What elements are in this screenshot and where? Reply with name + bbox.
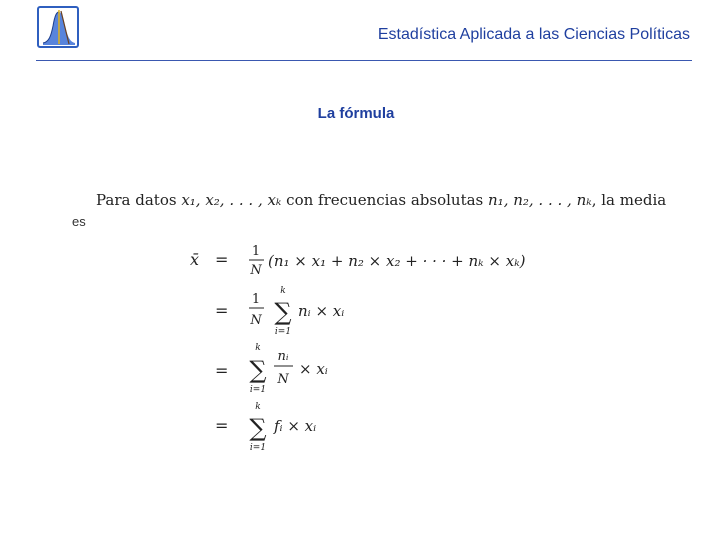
- intro-x-list: x₁, x₂, . . . , xₖ: [181, 191, 282, 209]
- mean-symbol: x̄: [190, 250, 200, 269]
- equals-sign-1: =: [215, 250, 229, 269]
- frac2-denominator: N: [250, 313, 262, 328]
- intro-middle: con frecuencias absolutas: [281, 191, 489, 209]
- equals-sign-2: =: [215, 301, 229, 320]
- frac1-denominator: N: [250, 263, 262, 278]
- sum3-upper: k: [255, 343, 261, 353]
- sum2-sigma: ∑: [274, 298, 292, 326]
- header-title: Estadística Aplicada a las Ciencias Políticas: [377, 26, 690, 43]
- sum4-lower: i=1: [249, 443, 267, 453]
- frac2-numerator: 1: [251, 292, 261, 307]
- slide-title: La fórmula: [317, 105, 395, 122]
- sum4-sigma: ∑: [249, 414, 267, 442]
- sum2-upper: k: [280, 286, 286, 296]
- intro-prefix: Para datos: [96, 191, 182, 209]
- frac1-numerator: 1: [251, 244, 261, 259]
- sum2-body: nᵢ × xᵢ: [298, 302, 345, 320]
- sum3-sigma: ∑: [249, 356, 267, 384]
- intro-suffix: , la media: [591, 191, 667, 209]
- frac1-body: (n₁ × x₁ + n₂ × x₂ + · · · + nₖ × xₖ): [268, 252, 526, 270]
- intro-n-list: n₁, n₂, . . . , nₖ: [488, 191, 592, 209]
- frac3-tail: × xᵢ: [299, 360, 328, 378]
- frac3-denominator: N: [277, 372, 289, 387]
- intro-continuation: es: [72, 214, 86, 229]
- frac3-numerator: nᵢ: [277, 349, 289, 364]
- equals-sign-3: =: [215, 361, 229, 380]
- sum4-upper: k: [255, 402, 261, 412]
- sum2-lower: i=1: [274, 327, 292, 337]
- equals-sign-4: =: [215, 416, 229, 435]
- sum3-lower: i=1: [249, 385, 267, 395]
- sum4-body: fᵢ × xᵢ: [274, 417, 317, 435]
